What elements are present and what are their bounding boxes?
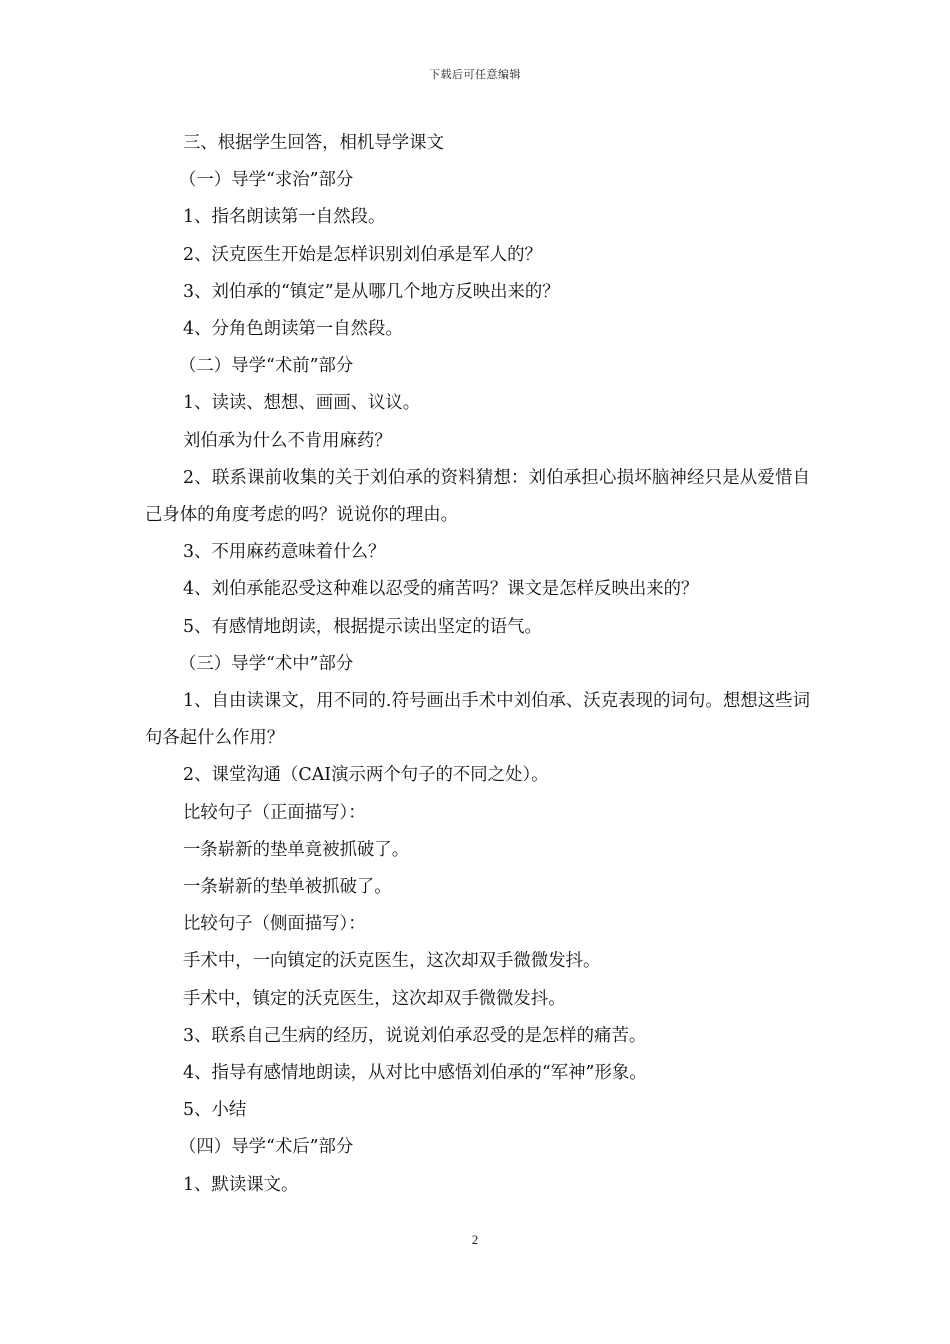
paragraph: 比较句子（正面描写）： [183, 802, 366, 823]
paragraph: 4、分角色朗读第一自然段。 [183, 319, 403, 340]
section-heading: （四）导学“术后”部分 [179, 1137, 354, 1158]
page-number: 2 [471, 1232, 479, 1247]
section-heading: （一）导学“求治”部分 [179, 170, 354, 191]
paragraph: 2、联系课前收集的关于刘伯承的资料猜想：刘伯承担心损坏脑神经只是从爱惜自己身体的角度考虑的吗？说说你的理由。 [145, 467, 810, 526]
paragraph: 1、自由读课文，用不同的.符号画出手术中刘伯承、沃克表现的词句。想想这些词句各起什么作用？ [145, 691, 810, 749]
page-header: 下载后可任意编辑 [429, 68, 521, 81]
paragraph: 3、联系自己生病的经历，说说刘伯承忍受的是怎样的痛苦。 [183, 1025, 647, 1046]
document-body [145, 125, 810, 1204]
section-heading: （三）导学“术中”部分 [179, 653, 354, 674]
paragraph: 1、指名朗读第一自然段。 [183, 207, 386, 228]
paragraph: 4、指导有感情地朗读，从对比中感悟刘伯承的“军神”形象。 [183, 1063, 647, 1084]
paragraph: 3、刘伯承的“镇定”是从哪几个地方反映出来的？ [183, 281, 560, 302]
paragraph: 1、默读课文。 [183, 1174, 299, 1195]
paragraph: 三、根据学生回答，相机导学课文 [183, 133, 444, 153]
paragraph: 2、课堂沟通（CAI演示两个句子的不同之处）。 [183, 765, 549, 786]
paragraph: 比较句子（侧面描写）： [183, 914, 366, 935]
paragraph: 4、刘伯承能忍受这种难以忍受的痛苦吗？课文是怎样反映出来的？ [183, 579, 699, 600]
paragraph: 刘伯承为什么不肯用麻药？ [183, 430, 392, 451]
paragraph: 手术中，镇定的沃克医生，这次却双手微微发抖。 [183, 988, 566, 1009]
paragraph: 手术中，一向镇定的沃克医生，这次却双手微微发抖。 [183, 951, 601, 972]
paragraph: 2、沃克医生开始是怎样识别刘伯承是军人的？ [183, 244, 542, 265]
paragraph: 一条崭新的垫单竟被抓破了。 [183, 839, 410, 860]
paragraph: 一条崭新的垫单被抓破了。 [183, 877, 392, 898]
paragraph: 5、有感情地朗读，根据提示读出坚定的语气。 [183, 616, 542, 637]
paragraph: 3、不用麻药意味着什么？ [183, 542, 386, 563]
section-heading: （二）导学“术前”部分 [179, 356, 354, 377]
paragraph: 1、读读、想想、画画、议议。 [183, 393, 421, 414]
paragraph: 5、小结 [183, 1100, 247, 1121]
